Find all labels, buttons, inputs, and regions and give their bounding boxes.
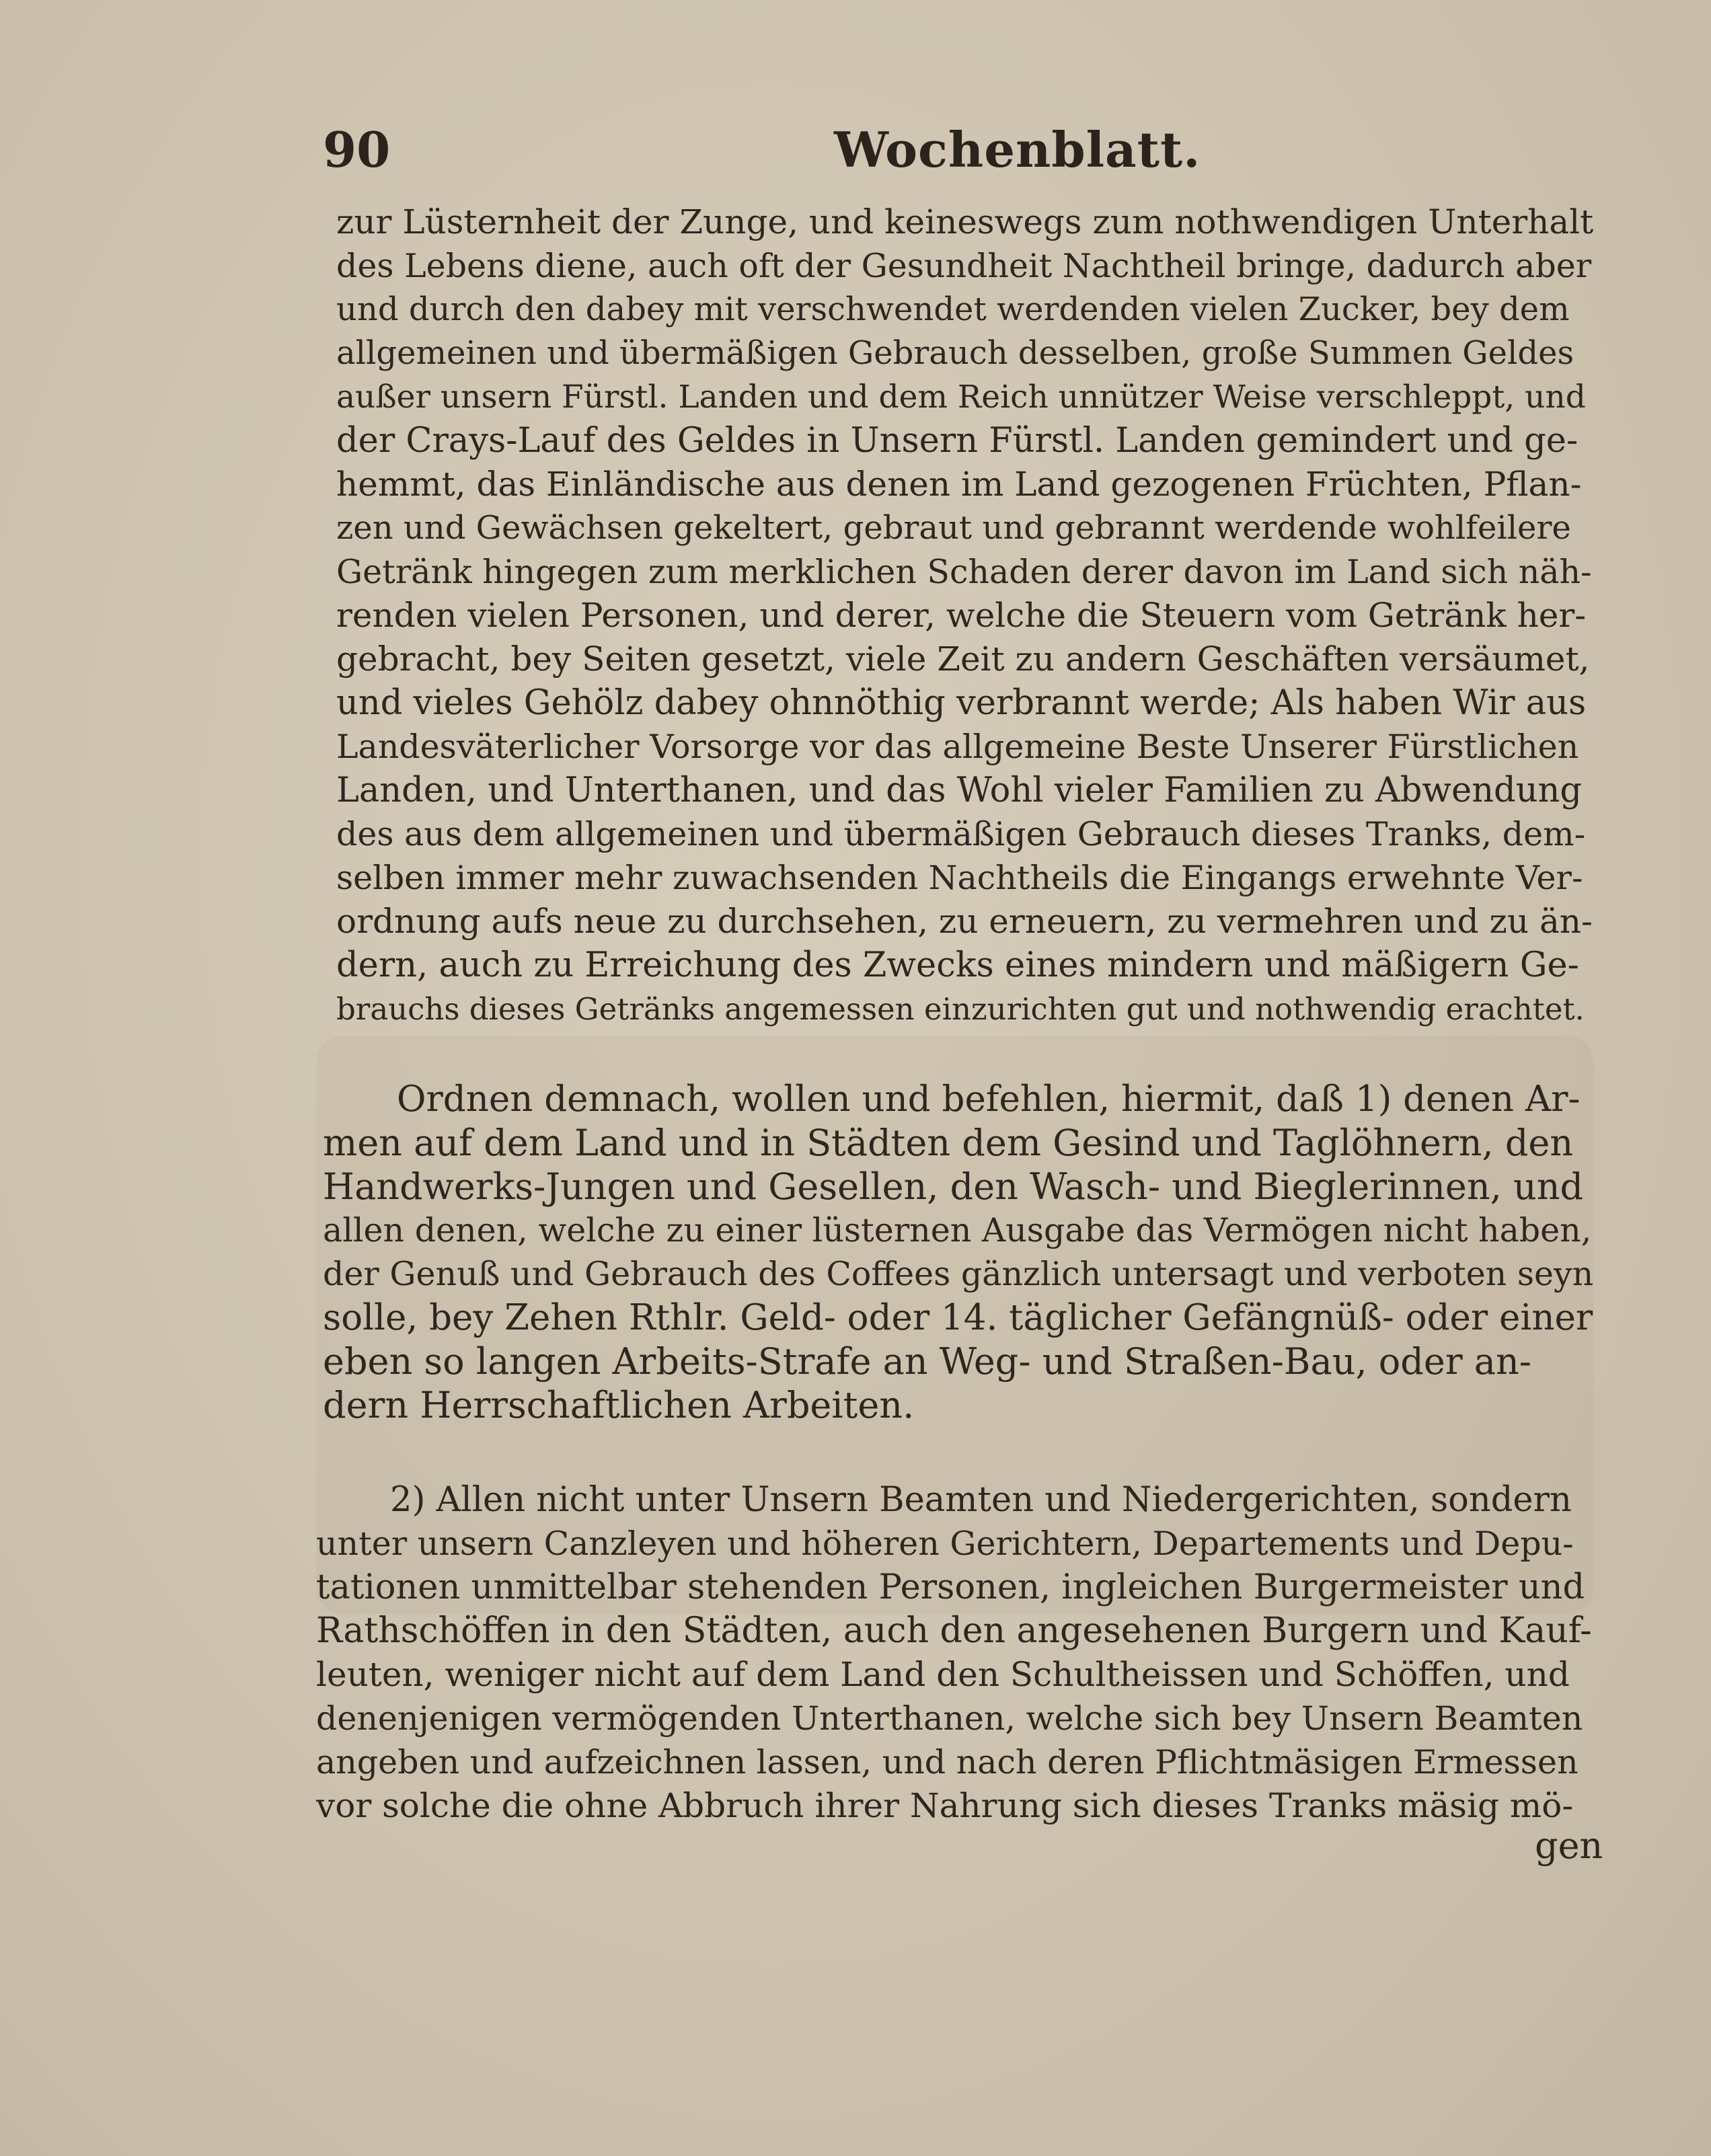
paragraph-3 [316, 1478, 1594, 1828]
page-number: 90 [323, 121, 391, 178]
text-line: men auf dem Land und in Städten dem Gesind und Taglöhnern, den [323, 1122, 1574, 1164]
text-line: allgemeinen und übermäßigen Gebrauch desselben, große Summen Geldes [336, 334, 1574, 372]
text-line: zen und Gewächsen gekeltert, gebraut und gebrannt werdende wohlfeilere [336, 509, 1571, 547]
text-line: der Genuß und Gebrauch des Coffees gänzlich untersagt und verboten seyn [323, 1255, 1594, 1293]
running-title: Wochenblatt. [834, 121, 1201, 178]
text-line: leuten, weniger nicht auf dem Land den Schultheissen und Schöffen, und [316, 1655, 1570, 1694]
text-line: brauchs dieses Getränks angemessen einzurichten gut und nothwendig erachtet. [336, 991, 1585, 1027]
text-line: vor solche die ohne Abbruch ihrer Nahrung sich dieses Tranks mäsig mö- [316, 1786, 1574, 1825]
paragraph-1 [336, 200, 1594, 1031]
text-line: Ordnen demnach, wollen und befehlen, hiermit, daß 1) denen Ar- [397, 1079, 1581, 1120]
text-line: allen denen, welche zu einer lüsternen Ausgabe das Vermögen nicht haben, [323, 1211, 1592, 1249]
text-line: unter unsern Canzleyen und höheren Gerichtern, Departements und Depu- [316, 1525, 1574, 1563]
text-line: und vieles Gehölz dabey ohnnöthig verbrannt werde; Als haben Wir aus [336, 683, 1587, 723]
paragraph-2 [323, 1077, 1594, 1427]
text-line: ordnung aufs neue zu durchsehen, zu erneuern, zu vermehren und zu än- [336, 902, 1593, 941]
text-line: Rathschöffen in den Städten, auch den angesehenen Burgern und Kauf- [316, 1611, 1592, 1651]
text-line: hemmt, das Einländische aus denen im Land gezogenen Früchten, Pflan- [336, 465, 1582, 504]
text-line: denenjenigen vermögenden Unterthanen, welche sich bey Unsern Beamten [316, 1699, 1583, 1738]
text-line: Handwerks-Jungen und Gesellen, den Wasch- und Bieglerinnen, und [323, 1165, 1584, 1208]
text-line: Landen, und Unterthanen, und das Wohl vieler Familien zu Abwendung [336, 771, 1583, 810]
text-line: tationen unmittelbar stehenden Personen, ingleichen Burgermeister und [316, 1568, 1585, 1607]
text-line: zur Lüsternheit der Zunge, und keineswegs zum nothwendigen Unterhalt [336, 202, 1594, 241]
page-header [323, 113, 1601, 187]
catchword: gen [1535, 1824, 1603, 1867]
text-line: Getränk hingegen zum merklichen Schaden derer davon im Land sich näh- [336, 553, 1592, 591]
text-line: 2) Allen nicht unter Unsern Beamten und Niedergerichten, sondern [390, 1480, 1572, 1520]
text-line: angeben und aufzeichnen lassen, und nach deren Pflichtmäsigen Ermessen [316, 1743, 1579, 1781]
text-line: außer unsern Fürstl. Landen und dem Reich unnützer Weise verschleppt, und [336, 379, 1586, 416]
text-line: der Crays-Lauf des Geldes in Unsern Fürstl. Landen gemindert und ge- [336, 421, 1579, 461]
text-line: renden vielen Personen, und derer, welche die Steuern vom Getränk her- [336, 596, 1587, 635]
text-line: des Lebens diene, auch oft der Gesundheit Nachtheil bringe, dadurch aber [336, 247, 1592, 285]
text-line: eben so langen Arbeits-Strafe an Weg- und Straßen-Bau, oder an- [323, 1340, 1532, 1383]
text-line: und durch den dabey mit verschwendet werdenden vielen Zucker, bey dem [336, 291, 1570, 328]
text-line: gebracht, bey Seiten gesetzt, viele Zeit zu andern Geschäften versäumet, [336, 640, 1590, 679]
text-line: Landesväterlicher Vorsorge vor das allgemeine Beste Unserer Fürstlichen [336, 728, 1579, 766]
text-line: dern Herrschaftlichen Arbeiten. [323, 1384, 915, 1426]
text-line: solle, bey Zehen Rthlr. Geld- oder 14. täglicher Gefängnüß- oder einer [323, 1297, 1593, 1338]
text-line: des aus dem allgemeinen und übermäßigen Gebrauch dieses Tranks, dem- [336, 815, 1586, 853]
text-line: selben immer mehr zuwachsenden Nachtheils die Eingangs erwehnte Ver- [336, 859, 1583, 897]
text-line: dern, auch zu Erreichung des Zwecks eines mindern und mäßigern Ge- [336, 946, 1579, 985]
